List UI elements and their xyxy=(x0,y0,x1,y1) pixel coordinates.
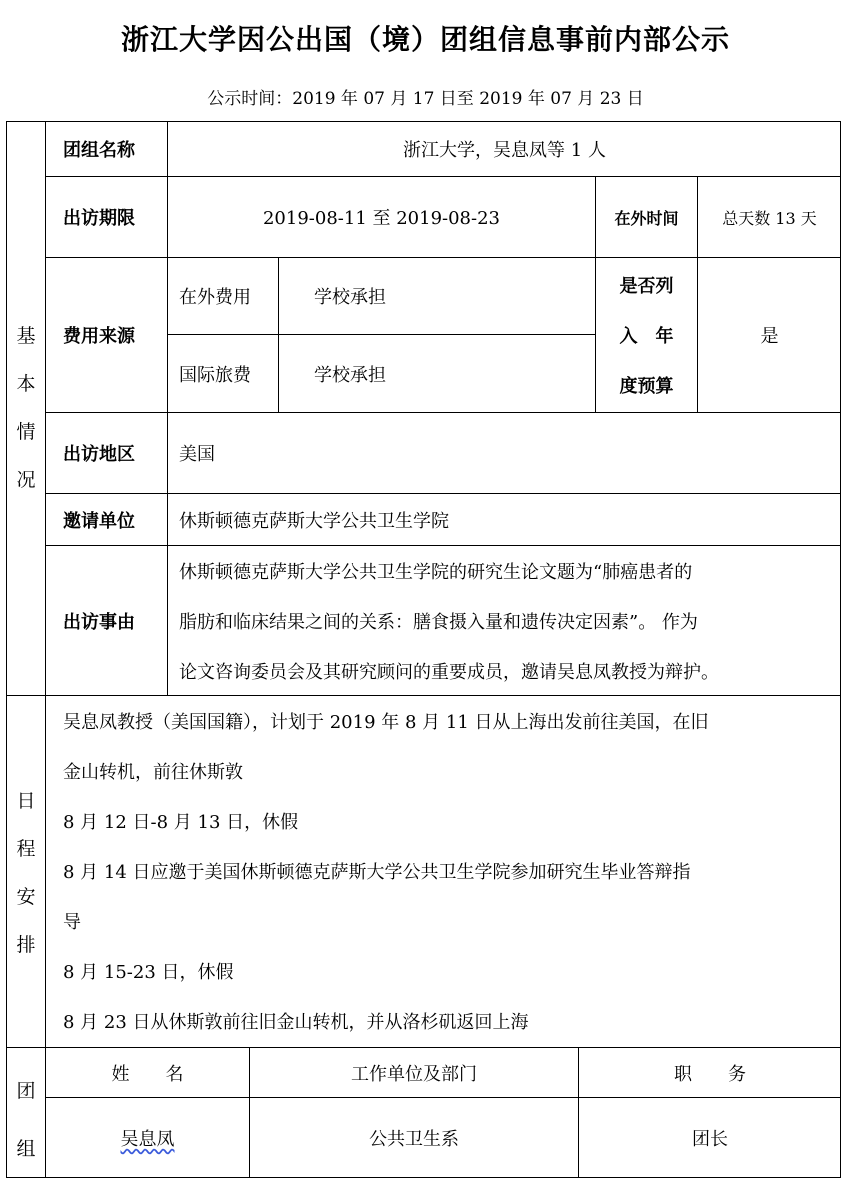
region-label: 出访地区 xyxy=(63,444,135,465)
inviter-value: 休斯顿德克萨斯大学公共卫生学院 xyxy=(179,510,449,532)
region-value: 美国 xyxy=(179,444,215,465)
abroad-time-value: 总天数 13 天 xyxy=(722,208,817,228)
member-name-text: 吴息凤 xyxy=(120,1129,175,1150)
group-name-value: 浙江大学，吴息凤等 1 人 xyxy=(403,140,606,161)
period-label: 出访期限 xyxy=(63,208,135,229)
fund-abroad-value: 学校承担 xyxy=(314,287,386,308)
section-char: 情 xyxy=(16,421,36,443)
members-col-title: 职 务 xyxy=(674,1063,746,1085)
members-col-unit: 工作单位及部门 xyxy=(351,1063,477,1085)
inviter-label: 邀请单位 xyxy=(63,510,135,532)
schedule-line: 8 月 14 日应邀于美国休斯顿德克萨斯大学公共卫生学院参加研究生毕业答辩指 xyxy=(63,862,691,883)
fund-travel-label: 国际旅费 xyxy=(179,364,251,386)
section-char: 基 xyxy=(16,325,36,347)
fund-source-label: 费用来源 xyxy=(63,326,135,347)
page-title: 浙江大学因公出国（境）团组信息事前内部公示 xyxy=(120,23,730,56)
section-char: 排 xyxy=(16,934,36,956)
section-char: 日 xyxy=(16,790,36,812)
purpose-text xyxy=(179,548,841,698)
member-title: 团长 xyxy=(692,1129,728,1150)
section-char: 本 xyxy=(16,373,36,395)
members-col-name: 姓 名 xyxy=(111,1063,184,1085)
schedule-line: 吴息凤教授（美国国籍），计划于 2019 年 8 月 11 日从上海出发前往美国，在旧 xyxy=(63,712,709,733)
publicity-period: 公示时间：2019 年 07 月 17 日至 2019 年 07 月 23 日 xyxy=(207,89,644,109)
schedule-line: 金山转机，前往休斯敦 xyxy=(63,762,243,783)
purpose-label: 出访事由 xyxy=(63,611,135,633)
budget-label xyxy=(596,262,697,412)
budget-label-line: 入 年 xyxy=(619,326,674,347)
members-section-label xyxy=(7,1062,45,1178)
section-char: 程 xyxy=(16,838,36,860)
schedule-line: 8 月 23 日从休斯敦前往旧金山转机，并从洛杉矶返回上海 xyxy=(63,1012,529,1033)
period-value: 2019-08-11 至 2019-08-23 xyxy=(262,208,500,229)
schedule-text xyxy=(63,698,843,1048)
section-char: 况 xyxy=(16,469,36,491)
purpose-line: 论文咨询委员会及其研究顾问的重要成员，邀请吴息凤教授为辩护。 xyxy=(179,662,719,683)
basic-section-label xyxy=(7,312,45,504)
schedule-line: 8 月 12 日-8 月 13 日，休假 xyxy=(63,812,299,833)
purpose-line: 脂肪和临床结果之间的关系：膳食摄入量和遗传决定因素”。 作为 xyxy=(179,612,698,633)
section-char: 团 xyxy=(16,1080,36,1102)
fund-abroad-label: 在外费用 xyxy=(179,287,251,308)
schedule-line: 导 xyxy=(63,912,81,933)
schedule-line: 8 月 15-23 日，休假 xyxy=(63,962,234,983)
schedule-section-label xyxy=(7,777,45,969)
abroad-time-label: 在外时间 xyxy=(614,208,679,228)
section-char: 安 xyxy=(16,886,36,908)
group-name-label: 团组名称 xyxy=(63,140,135,161)
section-char: 组 xyxy=(16,1138,36,1160)
budget-value: 是 xyxy=(760,326,779,347)
budget-label-line: 度预算 xyxy=(619,376,674,397)
member-name xyxy=(46,1098,249,1178)
fund-travel-value: 学校承担 xyxy=(314,364,386,386)
member-unit: 公共卫生系 xyxy=(369,1129,459,1150)
budget-label-line: 是否列 xyxy=(619,276,674,297)
info-table xyxy=(6,121,841,1178)
purpose-line: 休斯顿德克萨斯大学公共卫生学院的研究生论文题为“肺癌患者的 xyxy=(179,562,693,583)
